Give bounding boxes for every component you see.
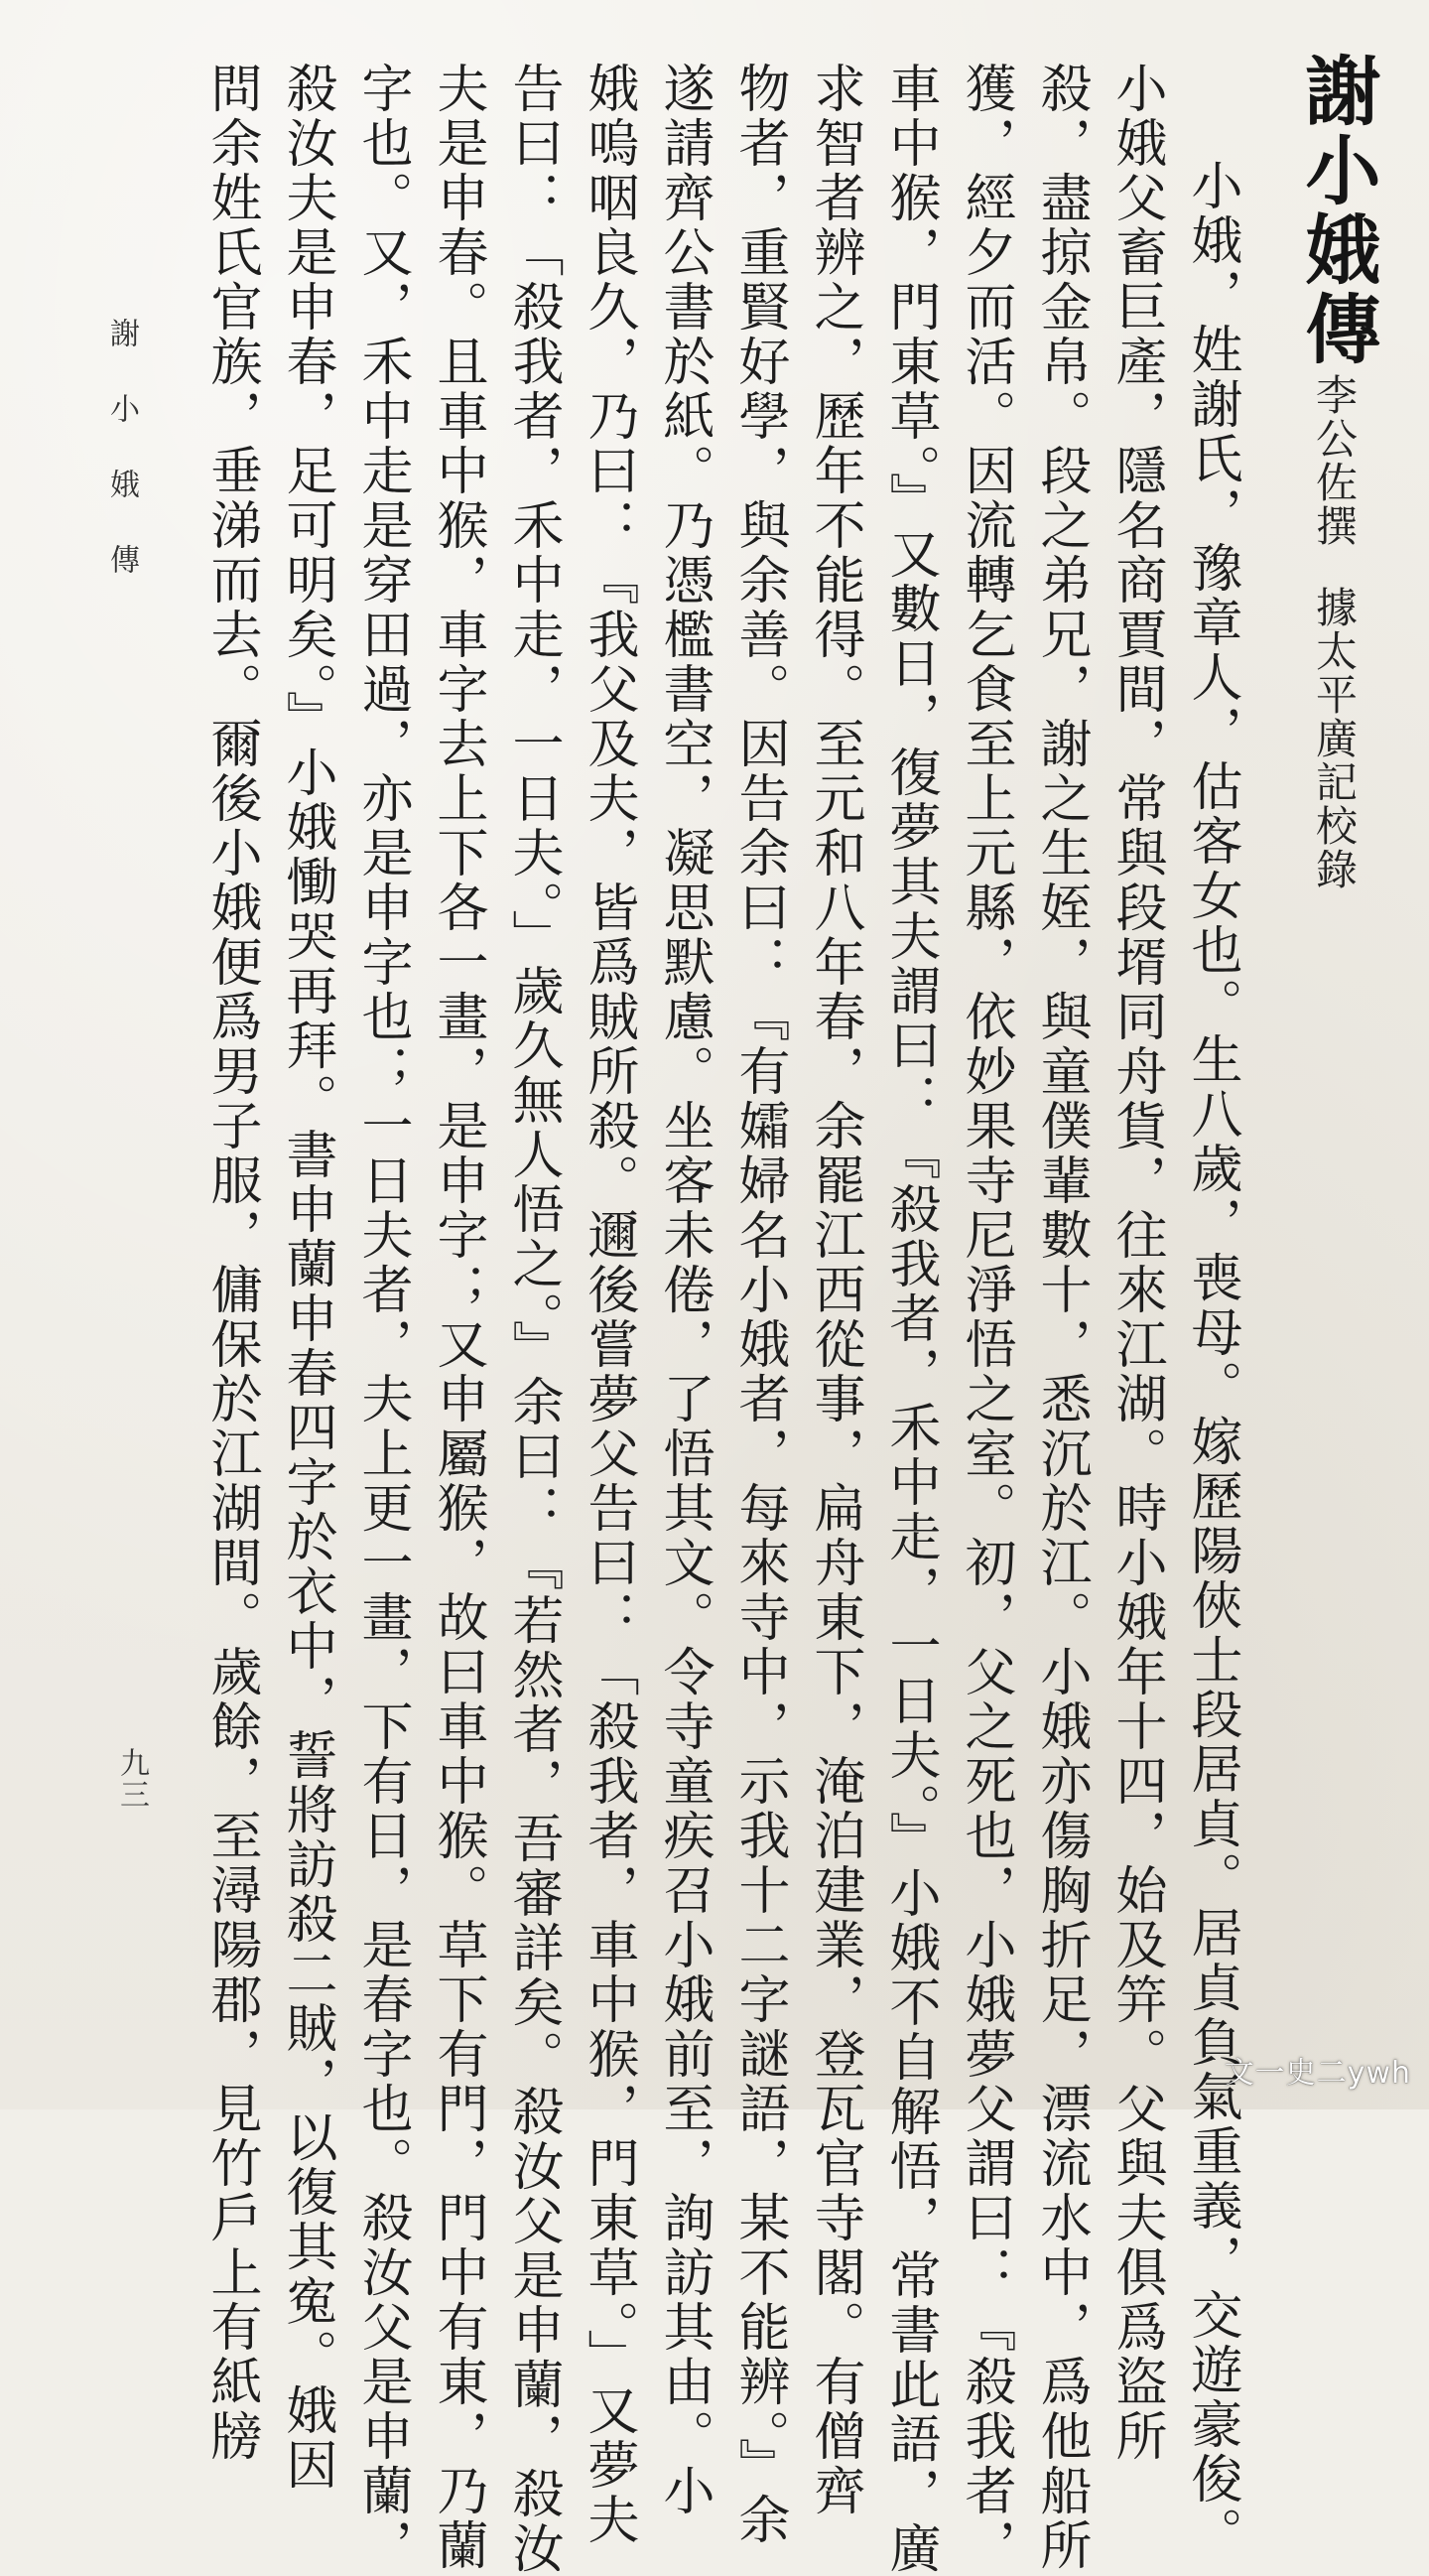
text-column: 小娥，姓謝氏，豫章人，估客女也。生八歲，喪母。嫁歷陽俠士段居貞。居貞負氣重義，交遊豪俊。 bbox=[1182, 159, 1241, 2561]
chapter-title: 謝小娥傳 bbox=[1293, 52, 1381, 369]
text-column: 娥嗚咽良久，乃曰：『我父及夫，皆爲賊所殺。邇後嘗夢父告曰：「殺我者，車中猴，門東草。」又夢夫 bbox=[579, 62, 638, 2547]
text-column: 求智者辨之，歷年不能得。至元和八年春，余罷江西從事，扁舟東下，淹泊建業，登瓦官寺閣。有僧齊 bbox=[805, 62, 864, 2518]
text-column: 殺，盡掠金帛。段之弟兄，謝之生姪，與童僕輩數十，悉沉於江。小娥亦傷胸折足，漂流水中，爲他船所 bbox=[1031, 62, 1091, 2573]
text-column: 車中猴，門東草。』又數日，復夢其夫謂曰：『殺我者，禾中走，一日夫。』小娥不自解悟，常書此語，廣 bbox=[880, 62, 940, 2576]
watermark: 文一史二ywh bbox=[1224, 2056, 1411, 2091]
author-line: 李公佐撰 bbox=[1310, 373, 1359, 548]
text-column: 告曰：「殺我者，禾中走，一日夫。」歲久無人悟之。』余曰：『若然者，吾審詳矣。殺汝父是申蘭，殺汝 bbox=[503, 62, 563, 2576]
running-head: 謝小娥傳 bbox=[104, 318, 139, 619]
text-column: 獲，經夕而活。因流轉乞食至上元縣，依妙果寺尼淨悟之室。初，父之死也，小娥夢父謂曰：『殺我者， bbox=[956, 62, 1015, 2573]
text-column: 殺汝夫是申春，足可明矣。』小娥慟哭再拜。書申蘭申春四字於衣中，誓將訪殺二賊，以復其寃。娥因 bbox=[277, 62, 336, 2493]
source-line: 據太平廣記校錄 bbox=[1310, 586, 1359, 891]
text-column: 遂請齊公書於紙。乃憑檻書空，凝思默慮。坐客未倦，了悟其文。令寺童疾召小娥前至，詢訪其由。小 bbox=[654, 62, 714, 2518]
text-column: 小娥父畜巨產，隱名商賈間，常與段壻同舟貨，往來江湖。時小娥年十四，始及笄。父與夫俱爲盜所 bbox=[1106, 62, 1166, 2464]
text-column: 字也。又，禾中走是穿田過，亦是申字也；一日夫者，夫上更一畫，下有日，是春字也。殺汝父是申蘭， bbox=[352, 62, 412, 2573]
text-column: 物者，重賢好學，與余善。因告余曰：『有孀婦名小娥者，每來寺中，示我十二字謎語，某不能辨。』余 bbox=[729, 62, 789, 2547]
text-column: 夫是申春。且車中猴，車字去上下各一畫，是申字；又申屬猴，故曰車中猴。草下有門，門中有東，乃蘭 bbox=[428, 62, 487, 2573]
text-column: 問余姓氏官族，垂涕而去。爾後小娥便爲男子服，傭保於江湖間。歲餘，至潯陽郡，見竹戶上有紙牓 bbox=[201, 62, 261, 2464]
page-number: 九三 bbox=[114, 1747, 149, 1811]
